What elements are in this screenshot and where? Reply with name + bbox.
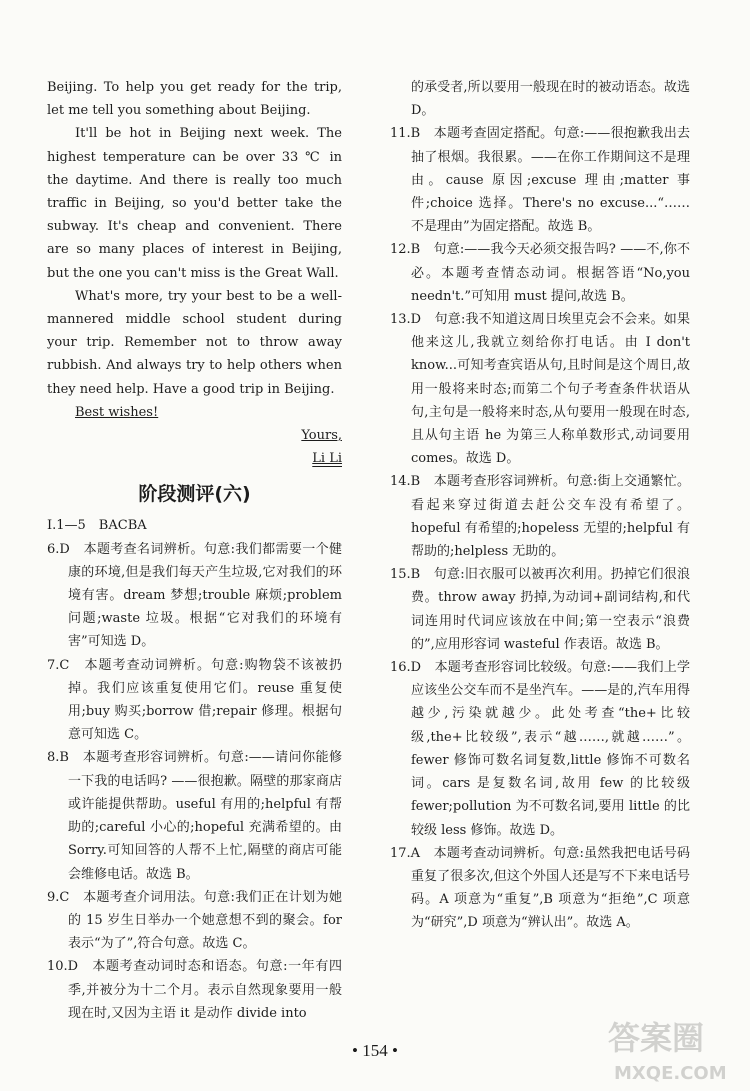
watermark-en: MXQE.COM (614, 1063, 727, 1084)
letter-paragraph-2: It'll be hot in Beijing next week. The highest temperature can be over 33 ℃ in the daytime. And there is really too much traffic in Beijing, so you'd better take the subway. It's cheap and convenient. There are so many places of interest in Beijing, but the one you can't miss is the Great Wall. (47, 126, 342, 281)
letter-sign-yours (47, 424, 342, 447)
answer-item: 16.D 本题考查形容词比较级。句意:——我们上学应该坐公交车而不是坐汽车。——是的,汽车用得越少,污染就越少。此处考查“the+比较级,the+比较级”,表示“越……,就越……”。fewer 修饰可数名词复数,little 修饰不可数名词。cars 是复数名词,故用 few 的比较级 fewer;pollution 为不可数名词,要用 little 的比较级 less 修饰。故选 D。 (390, 660, 690, 838)
answer-item: Ⅰ.1—5 BACBA (47, 518, 147, 534)
answer-item-continued: 的承受者,所以要用一般现在时的被动语态。故选 D。 (411, 80, 690, 119)
answer-item: 10.D 本题考查动词时态和语态。句意:一年有四季,并被分为十二个月。表示自然现象要用一般现在时,又因为主语 it 是动作 divide into (47, 959, 342, 1021)
answer-item: 9.C 本题考查介词用法。句意:我们正在计划为她的 15 岁生日举办一个她意想不到的聚会。for 表示“为了”,符合句意。故选 C。 (47, 889, 342, 952)
sign-yours-text: Yours, (301, 428, 342, 444)
left-column (47, 76, 342, 1025)
letter-paragraph-1: Beijing. To help you get ready for the trip, let me tell you something about Beijing. (47, 80, 342, 119)
answer-item: 17.A 本题考查动词辨析。句意:虽然我把电话号码重复了很多次,但这个外国人还是写不下来电话号码。A 项意为“重复”,B 项意为“拒绝”,C 项意为“研究”,D 项意为“辨认出”。故选 A。 (390, 845, 690, 931)
answer-item: 7.C 本题考查动词辨析。句意:购物袋不该被扔掉。我们应该重复使用它们。reuse 重复使用;buy 购买;borrow 借;repair 修理。根据句意可知选 C。 (47, 657, 342, 743)
answer-item: 13.D 句意:我不知道这周日埃里克会不会来。如果他来这儿,我就立刻给你打电话。由 I don't know...可知考查宾语从句,且时间是这个周日,故用一般将来时态;而第二个句子考查条件状语从句,主句是一般将来时态,从句要用一般现在时态,且从句主语 he 为第三人称单数形式,动词要用 comes。故选 D。 (390, 312, 690, 467)
watermark-logo (604, 1009, 742, 1087)
watermark-cn: 答案圈 (608, 1019, 705, 1057)
page-number: • 154 • (352, 1041, 398, 1060)
closing-text: Best wishes! (75, 404, 159, 420)
section-title: 阶段测评(六) (138, 483, 251, 506)
answer-item: 14.B 本题考查形容词辨析。句意:街上交通繁忙。看起来穿过街道去赶公交车没有希望了。hopeful 有希望的;hopeless 无望的;helpful 有帮助的;helpless 无助的。 (390, 474, 690, 560)
letter-sign-name (47, 447, 342, 470)
answer-item: 11.B 本题考查固定搭配。句意:——很抱歉我出去抽了根烟。我很累。——在你工作期间这不是理由。cause 原因;excuse 理由;matter 事件;choice 选择。There's no excuse...“……不是理由”为固定搭配。故选 B。 (390, 126, 690, 235)
letter-closing (47, 401, 342, 424)
answer-item: 8.B 本题考查形容词辨析。句意:——请问你能修一下我的电话吗? ——很抱歉。隔壁的那家商店或许能提供帮助。useful 有用的;helpful 有帮助的;careful 小心的;hopeful 充满希望的。由 Sorry.可知回答的人帮不上忙,隔壁的商店可能会维修电话。故选 B。 (47, 750, 342, 882)
answer-item: 6.D 本题考查名词辨析。句意:我们都需要一个健康的环境,但是我们每天产生垃圾,它对我们的环境有害。dream 梦想;trouble 麻烦;problem 问题;waste 垃圾。根据“它对我们的环境有害”可知选 D。 (47, 541, 342, 650)
letter-paragraph-3: What's more, try your best to be a well-mannered middle school student during your trip. Remember not to throw away rubbish. And always try to help others when they need help. Have a good trip in Beijing. (47, 288, 342, 397)
sign-name-text: Li Li (312, 451, 342, 467)
answer-item: 15.B 句意:旧衣服可以被再次利用。扔掉它们很浪费。throw away 扔掉,为动词+副词结构,和代词连用时代词应该放在中间;第一空表示“浪费的”,应用形容词 wasteful 作表语。故选 B。 (390, 567, 690, 652)
right-column (390, 76, 690, 935)
answer-item: 12.B 句意:——我今天必须交报告吗? ——不,你不必。本题考查情态动词。根据答语“No,you needn't.”可知用 must 提问,故选 B。 (390, 242, 690, 304)
